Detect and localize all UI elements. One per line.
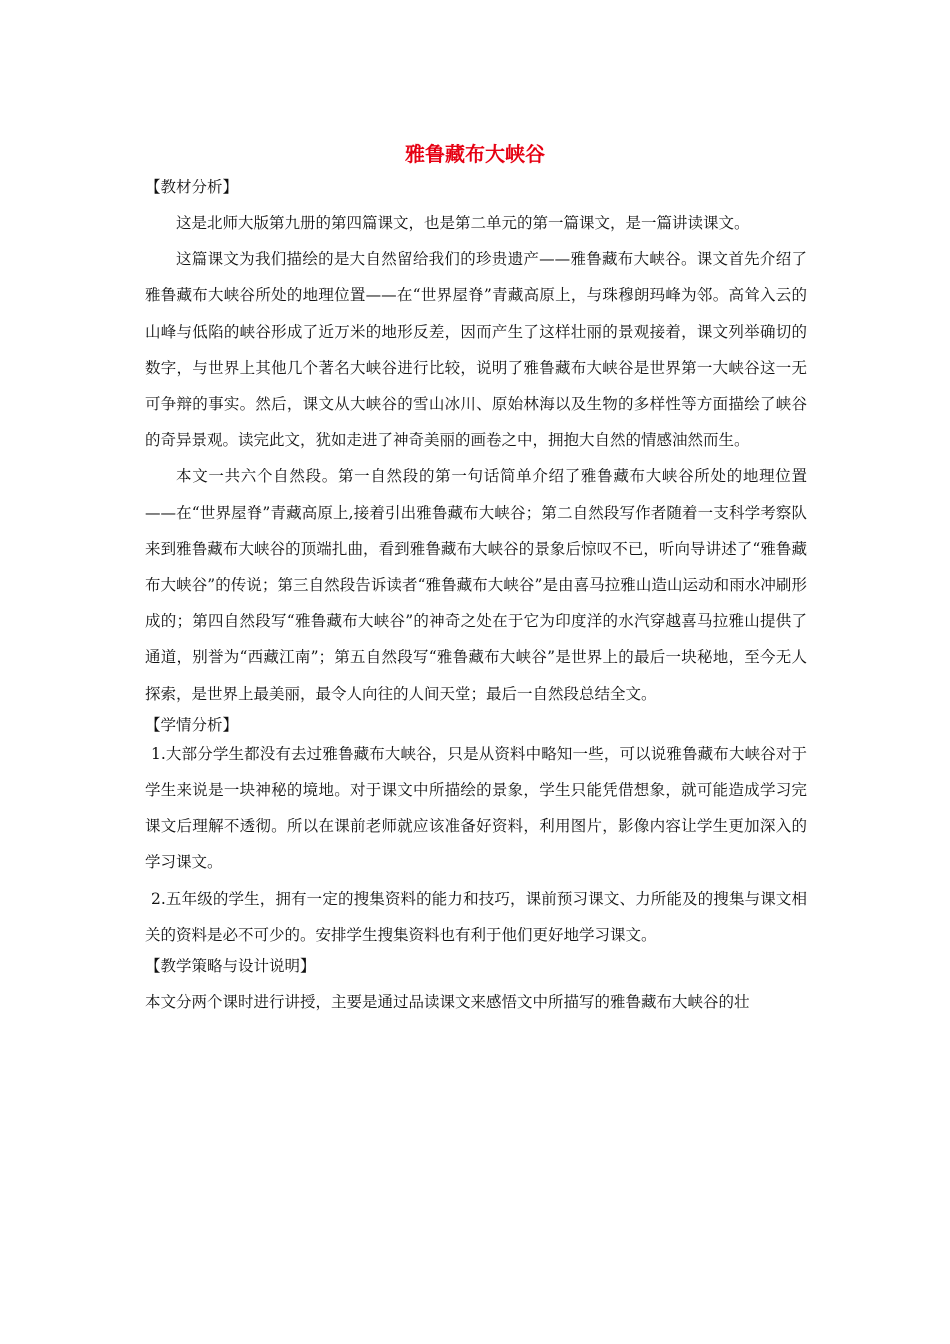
paragraph: 本文一共六个自然段。第一自然段的第一句话简单介绍了雅鲁藏布大峡谷所处的地理位置——在“世界屋脊”青藏高原上,接着引出雅鲁藏布大峡谷；第二自然段写作者随着一支科学考察队来到雅鲁藏布大峡谷的顶端扎曲，看到雅鲁藏布大峡谷的景象后惊叹不已，听向导讲述了“雅鲁藏布大峡谷”的传说；第三自然段告诉读者“雅鲁藏布大峡谷”是由喜马拉雅山造山运动和雨水冲刷形成的；第四自然段写“雅鲁藏布大峡谷”的神奇之处在于它为印度洋的水汽穿越喜马拉雅山提供了通道，别誉为“西藏江南”；第五自然段写“雅鲁藏布大峡谷”是世界上的最后一块秘地，至今无人探索，是世界上最美丽，最令人向往的人间天堂；最后一自然段总结全文。 [145,467,807,703]
paragraph: 这是北师大版第九册的第四篇课文，也是第二单元的第一篇课文，是一篇讲读课文。 [176,214,750,232]
list-item: 1.大部分学生都没有去过雅鲁藏布大峡谷，只是从资料中略知一些，可以说雅鲁藏布大峡谷对于学生来说是一块神秘的境地。对于课文中所描绘的景象，学生只能凭借想象，就可能造成学习完课文后理解不透彻。所以在课前老师就应该准备好资料，利用图片，影像内容让学生更加深入的学习课文。 [145,744,807,872]
section-heading-teaching-strategy: 【教学策略与设计说明】 [145,957,316,976]
paragraph: 这篇课文为我们描绘的是大自然留给我们的珍贵遗产——雅鲁藏布大峡谷。课文首先介绍了雅鲁藏布大峡谷所处的地理位置——在“世界屋脊”青藏高原上，与珠穆朗玛峰为邻。高耸入云的山峰与低陷的峡谷形成了近万米的地形反差，因而产生了这样壮丽的景观接着，课文列举确切的数字，与世界上其他几个著名大峡谷进行比较，说明了雅鲁藏布大峡谷是世界第一大峡谷这一无可争辩的事实。然后，课文从大峡谷的雪山冰川、原始林海以及生物的多样性等方面描绘了峡谷的奇异景观。读完此文，犹如走进了神奇美丽的画卷之中，拥抱大自然的情感油然而生。 [145,250,807,450]
list-item: 2.五年级的学生，拥有一定的搜集资料的能力和技巧，课前预习课文、力所能及的搜集与课文相关的资料是必不可少的。安排学生搜集资料也有利于他们更好地学习课文。 [145,889,807,944]
document-body [145,176,807,1020]
section-heading-textbook-analysis: 【教材分析】 [145,178,239,196]
document-title: 雅鲁藏布大峡谷 [405,142,545,166]
section-heading-student-analysis: 【学情分析】 [145,715,239,734]
paragraph: 本文分两个课时进行讲授，主要是通过品读课文来感悟文中所描写的雅鲁藏布大峡谷的壮 [145,993,750,1012]
